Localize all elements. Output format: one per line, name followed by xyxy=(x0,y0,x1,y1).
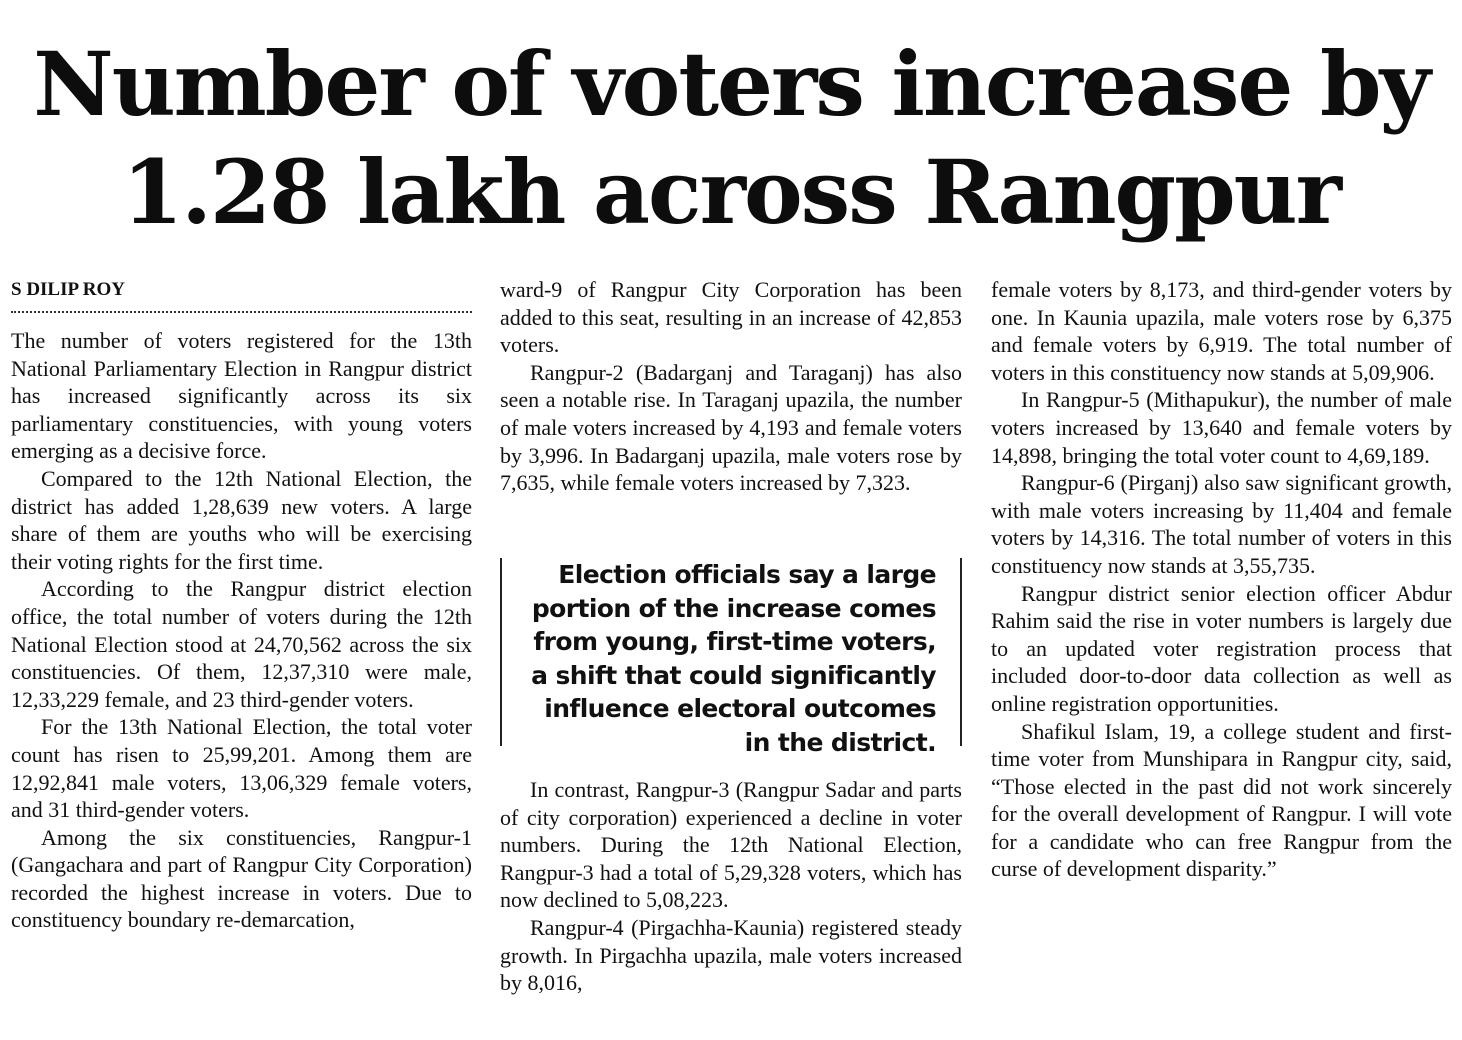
article-column-2-bottom xyxy=(500,776,962,997)
pull-quote xyxy=(500,558,962,757)
article-column-1 xyxy=(11,276,472,934)
paragraph: The number of voters registered for the 13th National Parliamentary Election in Rangpur district has increased significantly across its six parliamentary constituencies, with young voters emerging as a decisive force. xyxy=(11,328,472,464)
headline xyxy=(0,30,1462,246)
paragraph: For the 13th National Election, the total voter count has risen to 25,99,201. Among them are 12,92,841 male voters, 13,06,329 female voters, and 31 third-gender voters. xyxy=(11,714,472,823)
paragraph: In Rangpur-5 (Mithapukur), the number of male voters increased by 13,640 and female voters by 14,898, bringing the total voter count to 4,69,189. xyxy=(991,387,1452,468)
paragraph: female voters by 8,173, and third-gender voters by one. In Kaunia upazila, male voters rose by 6,375 and female voters by 6,919. The total number of voters in this constituency now stands at 5,09,906. xyxy=(991,277,1452,385)
paragraph: Rangpur-2 (Badarganj and Taraganj) has also seen a notable rise. In Taraganj upazila, the number of male voters increased by 4,193 and female voters by 3,996. In Badarganj upazila, male voters rose by 7,635, while female voters increased by 7,323. xyxy=(500,359,962,496)
article-column-3 xyxy=(991,276,1452,883)
paragraph: Rangpur-4 (Pirgachha-Kaunia) registered steady growth. In Pirgachha upazila, male voters increased by 8,016, xyxy=(500,914,962,996)
byline: S DILIP ROY xyxy=(11,276,472,313)
paragraph: Rangpur district senior election officer Abdur Rahim said the rise in voter numbers is largely due to an updated voter registration process that included door-to-door data collection as well as online registration opportunities. xyxy=(991,580,1452,716)
pull-quote-text: Election officials say a large portion of the increase comes from young, first-time voters, a shift that could significantly influence electoral outcomes in the district. xyxy=(531,560,936,757)
paragraph: Compared to the 12th National Election, the district has added 1,28,639 new voters. A large share of them are youths who will be exercising their voting rights for the first time. xyxy=(11,465,472,574)
headline-line-1: Number of voters increase by xyxy=(33,32,1429,136)
paragraph: In contrast, Rangpur-3 (Rangpur Sadar and parts of city corporation) experienced a decline in voter numbers. During the 12th National Election, Rangpur-3 had a total of 5,29,328 voters, which has now declined to 5,08,223. xyxy=(500,777,962,913)
headline-line-2: 1.28 lakh across Rangpur xyxy=(122,140,1340,244)
article-column-2-top xyxy=(500,276,962,497)
paragraph: Among the six constituencies, Rangpur-1 (Gangachara and part of Rangpur City Corporation) recorded the highest increase in voters. Due to constituency boundary re-demarcation, xyxy=(11,824,472,933)
paragraph: Rangpur-6 (Pirganj) also saw significant growth, with male voters increasing by 11,404 and female voters by 14,316. The total number of voters in this constituency now stands at 3,55,735. xyxy=(991,470,1452,578)
paragraph: According to the Rangpur district election office, the total number of voters during the 12th National Election stood at 24,70,562 across the six constituencies. Of them, 12,37,310 were male, 12,33,229 female, and 23 third-gender voters. xyxy=(11,576,472,712)
paragraph: ward-9 of Rangpur City Corporation has been added to this seat, resulting in an increase of 42,853 voters. xyxy=(500,277,962,358)
paragraph: Shafikul Islam, 19, a college student and first-time voter from Munshipara in Rangpur city, said, “Those elected in the past did not work sincerely for the overall development of Rangpur. I will vote for a candidate who can free Rangpur from the curse of development disparity.” xyxy=(991,718,1452,882)
